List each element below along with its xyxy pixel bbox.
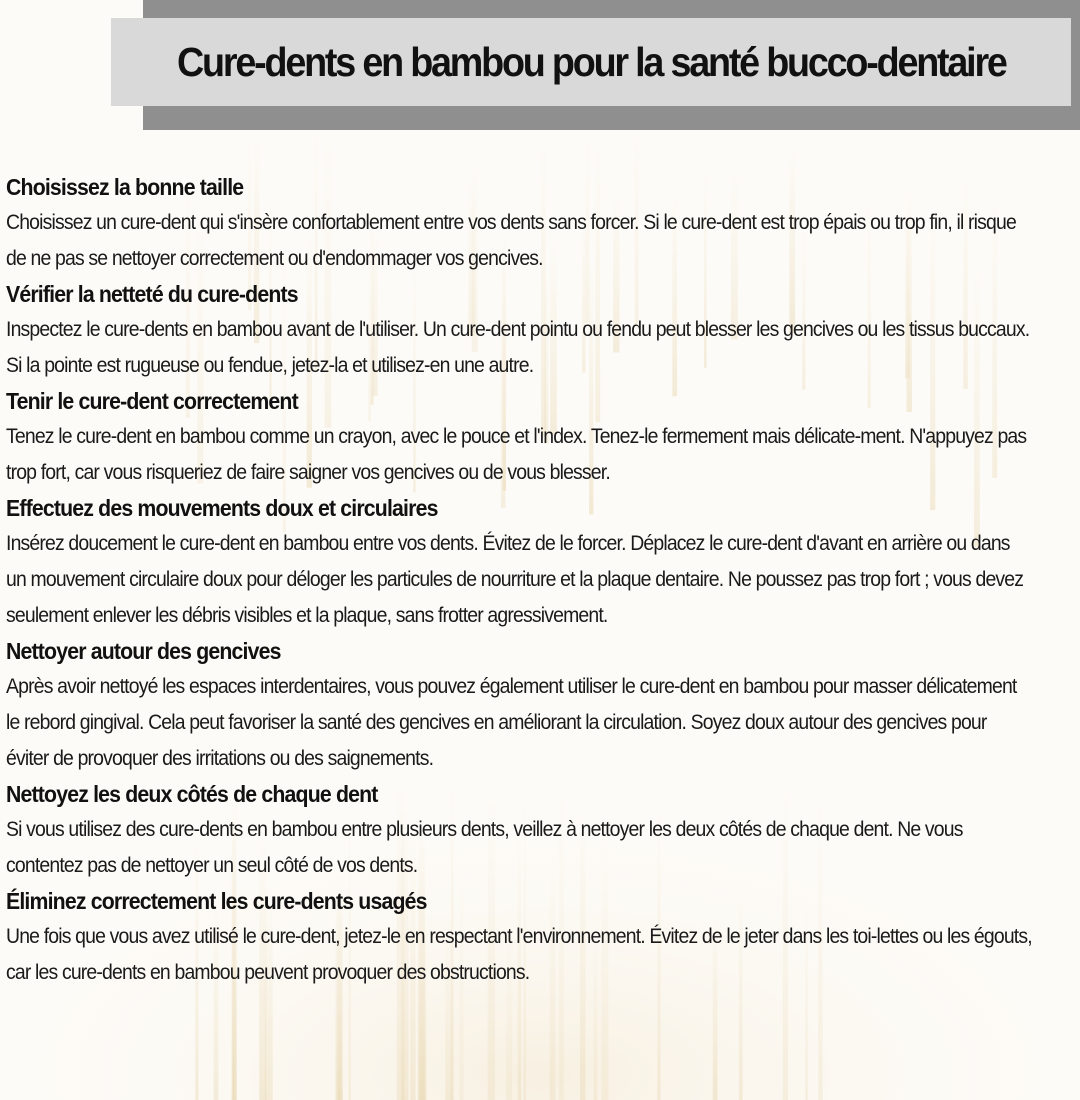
page-title: Cure-dents en bambou pour la santé bucco-dentaire xyxy=(176,38,1006,85)
content xyxy=(6,170,1033,991)
section-check-sharpness xyxy=(6,277,1033,384)
section-hold-correctly xyxy=(6,384,1033,491)
section-body: Inspectez le cure-dents en bambou avant de l'utiliser. Un cure-dent pointu ou fendu peut blesser les gencives ou les tissus buccaux. Si la pointe est rugueuse ou fendue, jetez-la et utilisez-en une autre. xyxy=(6,318,1030,377)
section-body: Insérez doucement le cure-dent en bambou entre vos dents. Évitez de le forcer. Déplacez le cure-dent d'avant en arrière ou dans un mouvement circulaire doux pour déloger les particules de nourriture et la plaque dentaire. Ne poussez pas trop fort ; vous devez seulement enlever les débris visibles et la plaque, sans frotter agressivement. xyxy=(6,532,1024,627)
section-body: Tenez le cure-dent en bambou comme un crayon, avec le pouce et l'index. Tenez-le fermement mais délicate-ment. N'appuyez pas trop fort, car vous risqueriez de faire saigner vos gencives ou de vous blesser. xyxy=(6,425,1027,484)
title-box xyxy=(111,18,1071,106)
section-both-sides xyxy=(6,777,1033,884)
section-heading: Nettoyez les deux côtés de chaque dent xyxy=(6,781,378,807)
section-dispose xyxy=(6,884,1033,991)
section-body: Si vous utilisez des cure-dents en bambou entre plusieurs dents, veillez à nettoyer les deux côtés de chaque dent. Ne vous contentez pas de nettoyer un seul côté de vos dents. xyxy=(6,818,963,877)
section-clean-gums xyxy=(6,634,1033,777)
section-body: Une fois que vous avez utilisé le cure-dent, jetez-le en respectant l'environnement. Évitez de le jeter dans les toi-lettes ou les égouts, car les cure-dents en bambou peuvent provoquer des obstructions. xyxy=(6,925,1032,984)
section-body: Après avoir nettoyé les espaces interdentaires, vous pouvez également utiliser le cure-dent en bambou pour masser délicatement le rebord gingival. Cela peut favoriser la santé des gencives en améliorant la circulation. Soyez doux autour des gencives pour éviter de provoquer des irritations ou des saignements. xyxy=(6,675,1017,770)
section-heading: Vérifier la netteté du cure-dents xyxy=(6,281,298,307)
section-heading: Tenir le cure-dent correctement xyxy=(6,388,298,414)
section-body: Choisissez un cure-dent qui s'insère confortablement entre vos dents sans forcer. Si le cure-dent est trop épais ou trop fin, il risque de ne pas se nettoyer correctement ou d'endommager vos gencives. xyxy=(6,211,1016,270)
section-heading: Nettoyer autour des gencives xyxy=(6,638,281,664)
section-choose-size xyxy=(6,170,1033,277)
section-heading: Choisissez la bonne taille xyxy=(6,174,244,200)
section-heading: Effectuez des mouvements doux et circulaires xyxy=(6,495,438,521)
section-gentle-movements xyxy=(6,491,1033,634)
section-heading: Éliminez correctement les cure-dents usagés xyxy=(6,888,427,914)
